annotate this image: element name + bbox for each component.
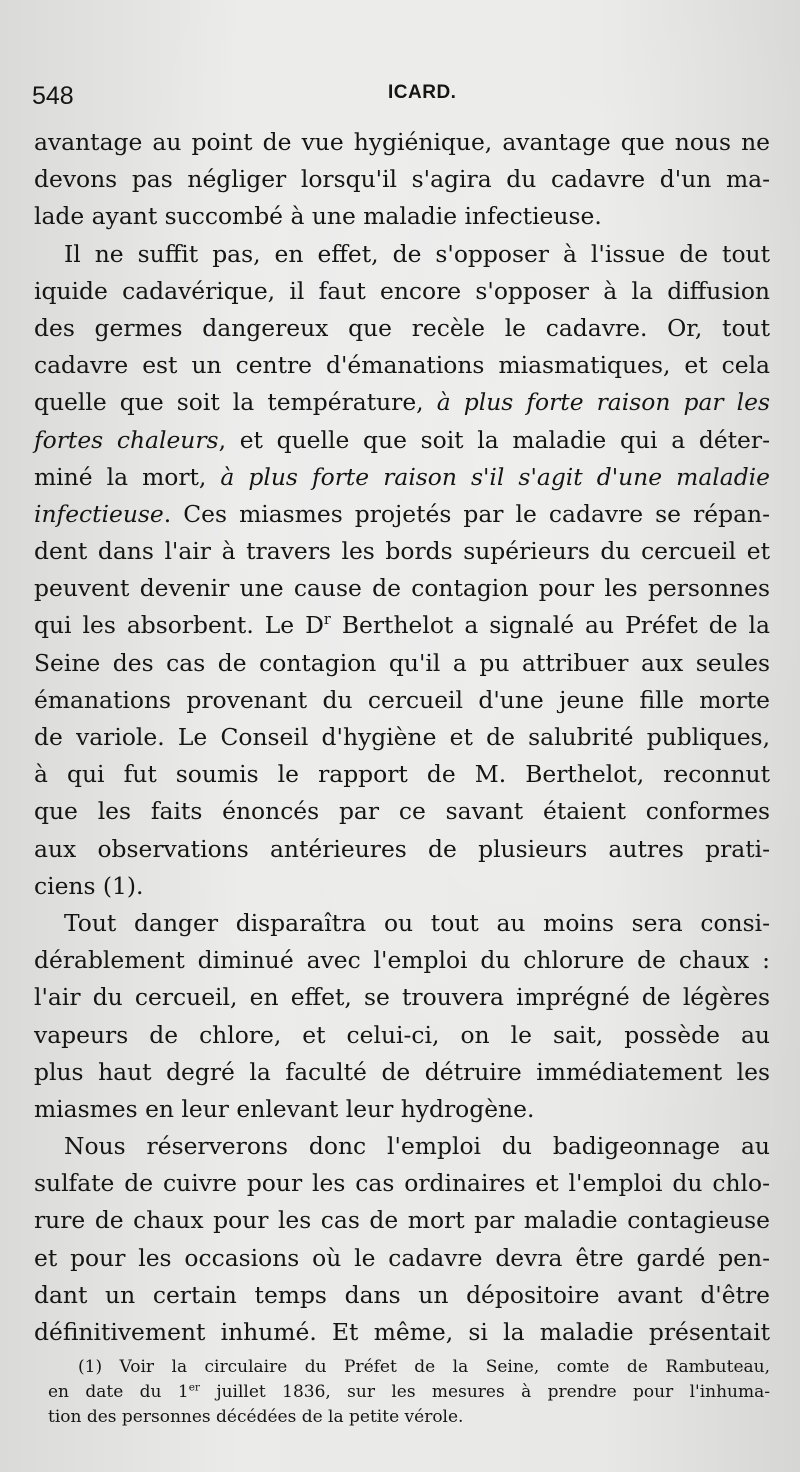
paragraph-start-line: Il ne suffit pas, en effet, de s'opposer à l'issue de tout bbox=[64, 239, 770, 268]
text-line: fortes chaleurs, et quelle que soit la maladie qui a déter- bbox=[34, 425, 770, 454]
text-line: plus haut degré la faculté de détruire immédiatement les bbox=[34, 1057, 770, 1086]
text-line: émanations provenant du cercueil d'une jeune fille morte bbox=[34, 685, 770, 714]
text-line: cadavre est un centre d'émanations miasmatiques, et cela bbox=[34, 351, 770, 380]
text-line: miasmes en leur enlevant leur hydrogène. bbox=[34, 1094, 535, 1123]
text-line: dérablement diminué avec l'emploi du chlorure de chaux : bbox=[34, 946, 770, 975]
italic-text: à plus forte raison s'il s'agit d'une maladie bbox=[220, 462, 770, 491]
body-text bbox=[34, 124, 770, 1351]
italic-text: à plus forte raison par les bbox=[436, 388, 770, 417]
page-header bbox=[32, 82, 760, 118]
text-line: quelle que soit la température, à plus forte raison par les bbox=[34, 388, 770, 417]
text-line: infectieuse. Ces miasmes projetés par le cadavre se répan- bbox=[34, 499, 770, 528]
page-number: 548 bbox=[32, 82, 74, 110]
text-line: dent dans l'air à travers les bords supérieurs du cercueil et bbox=[34, 537, 770, 566]
paragraph-start-line: Nous réserverons donc l'emploi du badigeonnage au bbox=[64, 1132, 770, 1161]
footnote bbox=[48, 1355, 770, 1430]
text-line: ciens (1). bbox=[34, 871, 144, 900]
text-line: avantage au point de vue hygiénique, avantage que nous ne bbox=[34, 128, 770, 156]
text-line: et pour les occasions où le cadavre devra être gardé pen- bbox=[34, 1243, 770, 1272]
text-line: des germes dangereux que recèle le cadavre. Or, tout bbox=[34, 313, 770, 342]
text-line: de variole. Le Conseil d'hygiène et de salubrité publiques, bbox=[34, 723, 770, 751]
text-line: qui les absorbent. Le $D^r$ Berthelot a signalé au Préfet de la bbox=[34, 611, 770, 640]
superscript: er bbox=[188, 1381, 200, 1394]
text-line: l'air du cercueil, en effet, se trouvera imprégné de légères bbox=[34, 983, 770, 1012]
text-line: vapeurs de chlore, et celui-ci, on le sait, possède au bbox=[34, 1020, 770, 1049]
footnote-line: (1) Voir la circulaire du Préfet de la Seine, comte de Rambuteau, bbox=[78, 1357, 770, 1377]
running-head: ICARD. bbox=[388, 82, 457, 103]
text-line: à qui fut soumis le rapport de M. Berthelot, reconnut bbox=[34, 760, 770, 789]
text-line: miné la mort, à plus forte raison s'il s'agit d'une maladie bbox=[34, 462, 770, 491]
footnote-line: en date du 1er juillet 1836, sur les mesures à prendre pour l'inhuma- bbox=[48, 1381, 770, 1402]
italic-text: infectieuse bbox=[34, 499, 164, 528]
text-line: dant un certain temps dans un dépositoire avant d'être bbox=[34, 1280, 770, 1309]
text-line: aux observations antérieures de plusieurs autres prati- bbox=[34, 834, 770, 863]
text-line: lade ayant succombé à une maladie infectieuse. bbox=[34, 202, 602, 231]
footnote-line: tion des personnes décédées de la petite vérole. bbox=[48, 1407, 464, 1427]
text-line: sulfate de cuivre pour les cas ordinaires et l'emploi du chlo- bbox=[34, 1169, 770, 1198]
superscript: r bbox=[323, 612, 331, 629]
paragraph-start-line: Tout danger disparaîtra ou tout au moins sera consi- bbox=[64, 908, 770, 937]
text-line: iquide cadavérique, il faut encore s'opposer à la diffusion bbox=[34, 276, 770, 305]
text-line: rure de chaux pour les cas de mort par maladie contagieuse bbox=[34, 1206, 770, 1235]
text-line: Seine des cas de contagion qu'il a pu attribuer aux seules bbox=[34, 648, 770, 677]
text-line: que les faits énoncés par ce savant étaient conformes bbox=[34, 797, 770, 826]
italic-text: fortes chaleurs bbox=[34, 425, 219, 454]
text-line: devons pas négliger lorsqu'il s'agira du cadavre d'un ma- bbox=[34, 165, 770, 194]
text-line: peuvent devenir une cause de contagion pour les personnes bbox=[34, 574, 770, 603]
text-line: définitivement inhumé. Et même, si la maladie présentait bbox=[34, 1318, 770, 1346]
